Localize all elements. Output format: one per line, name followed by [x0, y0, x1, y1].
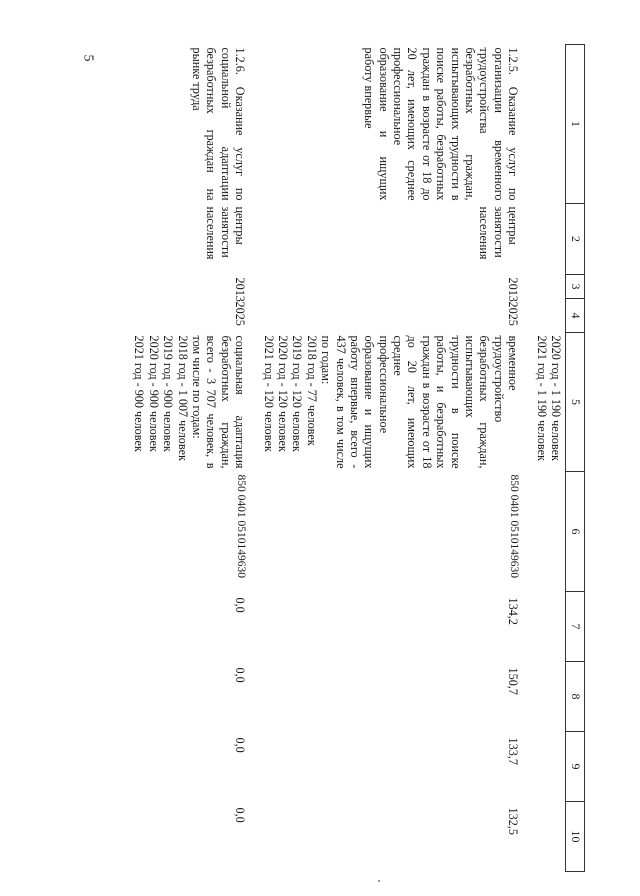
value-col10: 132,5: [506, 807, 521, 835]
carryover-row: [532, 45, 565, 872]
value-col8: 0,0: [233, 667, 248, 683]
result-year: 2019 год - 900 человек: [161, 335, 176, 452]
result-year: 2021 год - 900 человек: [132, 335, 147, 452]
column-header: 5: [566, 333, 585, 472]
value-col7: 134,2: [506, 597, 521, 625]
scan-speck: [378, 880, 380, 882]
result-text: временное трудоустройство безработных граждан, испытывающих трудности в поиске работы, и безработных граждан в возрасте от 18 до 20 лет, имеющих среднее профессиональное образование и ищущих работу впервые, всего - 437 человек, в том числе по годам:: [319, 335, 521, 469]
value-col7: 0,0: [233, 597, 248, 613]
budget-code: 850 0401 0510149630: [235, 474, 248, 578]
column-header: 6: [566, 472, 585, 592]
result-year: 2021 год - 120 человек: [261, 335, 276, 452]
result-year: 2020 год - 900 человек: [146, 335, 161, 452]
carryover-line: 2020 год - 1 190 человек: [549, 335, 563, 461]
value-col9: 133,7: [506, 737, 521, 765]
end-year: 2025: [233, 301, 248, 326]
table-row: [259, 45, 522, 872]
start-year: 2013: [233, 277, 248, 302]
value-col8: 150,7: [506, 667, 521, 695]
column-header: 3: [566, 275, 585, 299]
budget-code: 850 0401 0510149630: [508, 474, 521, 578]
executor: центры занятости населения: [477, 206, 521, 260]
column-header: 2: [566, 204, 585, 275]
result-year: 2018 год - 1 007 человек: [175, 335, 190, 461]
column-header: 9: [566, 732, 585, 802]
column-header: 8: [566, 662, 585, 732]
measure-name: 1.2.6. Оказание услуг по социальной адаптации безработных граждан на рынке труда: [190, 47, 248, 201]
result-text: социальная адаптация безработных граждан, всего - 3 707 человек, в том числе по годам:: [190, 335, 248, 469]
value-col10: 0,0: [233, 807, 248, 823]
program-table: [130, 44, 585, 872]
column-header: 4: [566, 299, 585, 333]
result-year: 2020 год - 120 человек: [275, 335, 290, 452]
page-number: 5: [80, 54, 96, 62]
table-row: [130, 45, 249, 872]
column-header: 1: [566, 45, 585, 204]
result-year: 2019 год - 120 человек: [290, 335, 305, 452]
carryover-cell: [532, 333, 565, 472]
carryover-line: 2021 год - 1 190 человек: [534, 335, 549, 461]
column-header: 10: [566, 802, 585, 872]
result-cell: [130, 333, 249, 472]
measure-name: 1.2.5. Оказание услуг по организации временного трудоустройства безработных граждан, испытывающих трудности в поиске работы, безработных граждан в возрасте от 18 до 20 лет, имеющих среднее профессиональное образование и ищущих работу впервые: [362, 47, 521, 201]
result-year: 2018 год - 77 человек: [304, 335, 319, 446]
header-row: [566, 45, 585, 872]
end-year: 2025: [506, 301, 521, 326]
start-year: 2013: [506, 277, 521, 302]
column-header: 7: [566, 592, 585, 662]
result-cell: [259, 333, 522, 472]
rotated-table-container: [115, 44, 585, 844]
executor: центры занятости населения: [204, 206, 248, 260]
value-col9: 0,0: [233, 737, 248, 753]
